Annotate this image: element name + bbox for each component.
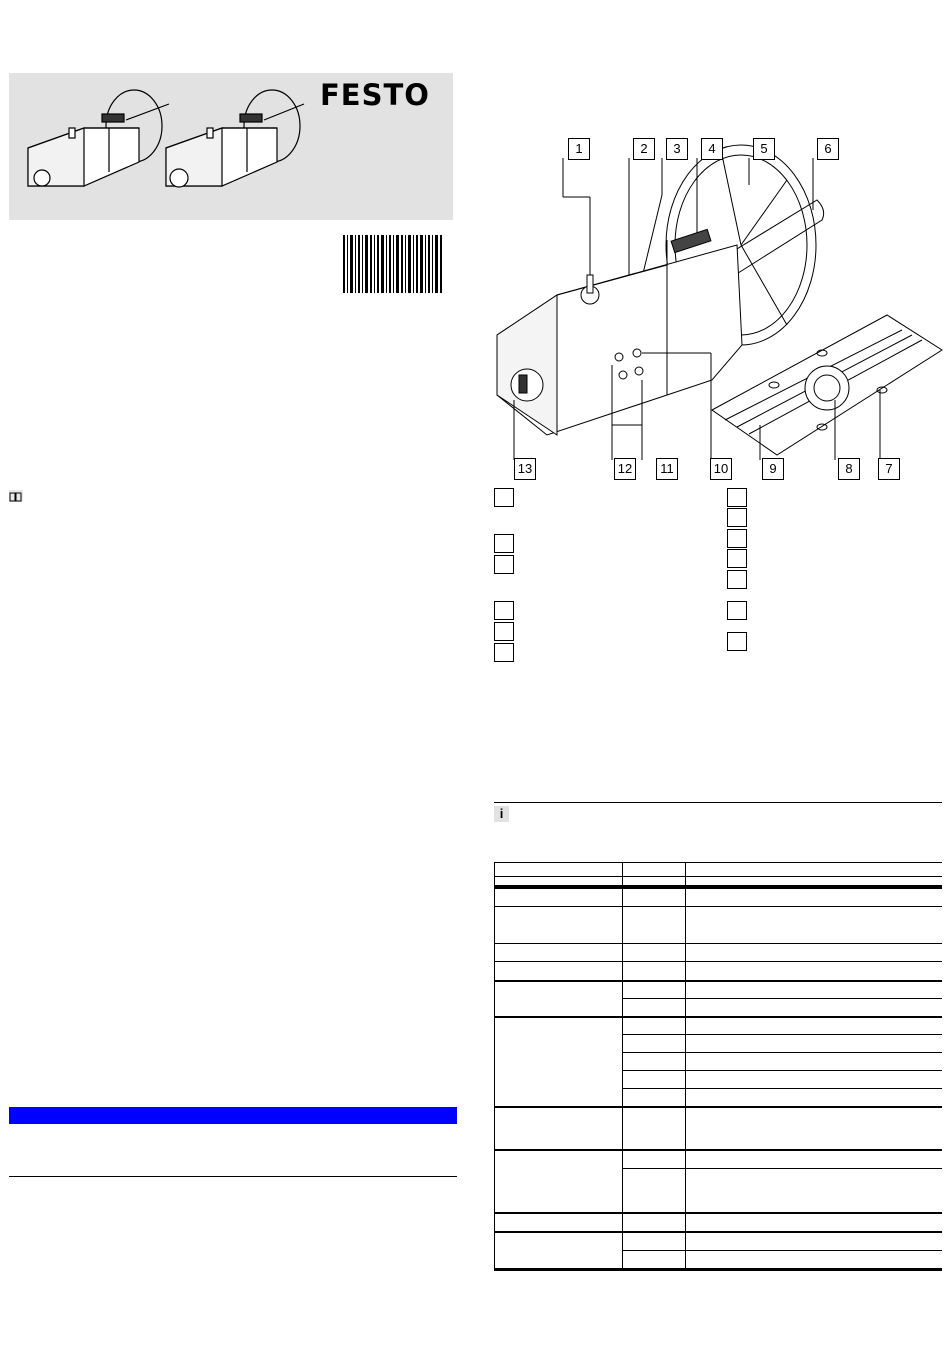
callout-1: 1 bbox=[568, 138, 590, 160]
table-header-line bbox=[494, 885, 942, 889]
callout-8: 8 bbox=[838, 458, 860, 480]
info-icon: i bbox=[494, 806, 509, 822]
table-row bbox=[494, 906, 942, 907]
callout-12: 12 bbox=[614, 458, 636, 480]
legend-box bbox=[494, 601, 514, 620]
table-row bbox=[494, 1016, 942, 1018]
table-row bbox=[622, 1168, 942, 1169]
table-footer-line bbox=[494, 1268, 942, 1271]
table-row bbox=[494, 1212, 942, 1214]
table-row bbox=[494, 961, 942, 962]
table-row bbox=[622, 1088, 942, 1089]
callout-3: 3 bbox=[666, 138, 688, 160]
legend-box bbox=[727, 570, 747, 589]
legend-box bbox=[494, 555, 514, 574]
callout-10: 10 bbox=[710, 458, 732, 480]
info-divider-top bbox=[494, 802, 942, 803]
table-row bbox=[622, 1250, 942, 1251]
table-row bbox=[494, 1149, 942, 1151]
table-row bbox=[622, 1052, 942, 1053]
actuator-drawing-left bbox=[28, 90, 169, 186]
legend-box bbox=[494, 622, 514, 641]
table-header-line bbox=[494, 862, 942, 863]
table-border bbox=[494, 862, 495, 1270]
festo-logo: FESTO bbox=[320, 78, 430, 112]
divider bbox=[9, 1176, 457, 1177]
table-row bbox=[622, 1034, 942, 1035]
legend-box bbox=[494, 488, 514, 507]
product-illustration bbox=[14, 78, 314, 218]
legend-box bbox=[494, 534, 514, 553]
actuator-diagram bbox=[487, 135, 947, 485]
table-column-divider bbox=[622, 862, 623, 1270]
legend-box bbox=[727, 488, 747, 507]
legend-box bbox=[727, 601, 747, 620]
actuator-drawing-right bbox=[166, 90, 304, 187]
callout-7: 7 bbox=[878, 458, 900, 480]
book-icon bbox=[9, 490, 23, 502]
callout-9: 9 bbox=[762, 458, 784, 480]
legend-box bbox=[727, 632, 747, 651]
table-row bbox=[622, 998, 942, 999]
callout-6: 6 bbox=[817, 138, 839, 160]
table-row bbox=[494, 943, 942, 944]
callout-4: 4 bbox=[701, 138, 723, 160]
legend-box bbox=[727, 508, 747, 527]
legend-box bbox=[727, 529, 747, 548]
table-column-divider bbox=[685, 862, 686, 1270]
callout-11: 11 bbox=[656, 458, 678, 480]
table-row bbox=[494, 980, 942, 982]
table-row bbox=[622, 1070, 942, 1071]
warning-banner bbox=[9, 1107, 457, 1124]
callout-5: 5 bbox=[753, 138, 775, 160]
spec-table bbox=[494, 862, 942, 1307]
callout-13: 13 bbox=[514, 458, 536, 480]
legend-box bbox=[727, 549, 747, 568]
table-row bbox=[494, 1106, 942, 1108]
callout-2: 2 bbox=[633, 138, 655, 160]
barcode bbox=[343, 235, 443, 293]
table-row bbox=[494, 1231, 942, 1233]
legend-box bbox=[494, 643, 514, 662]
